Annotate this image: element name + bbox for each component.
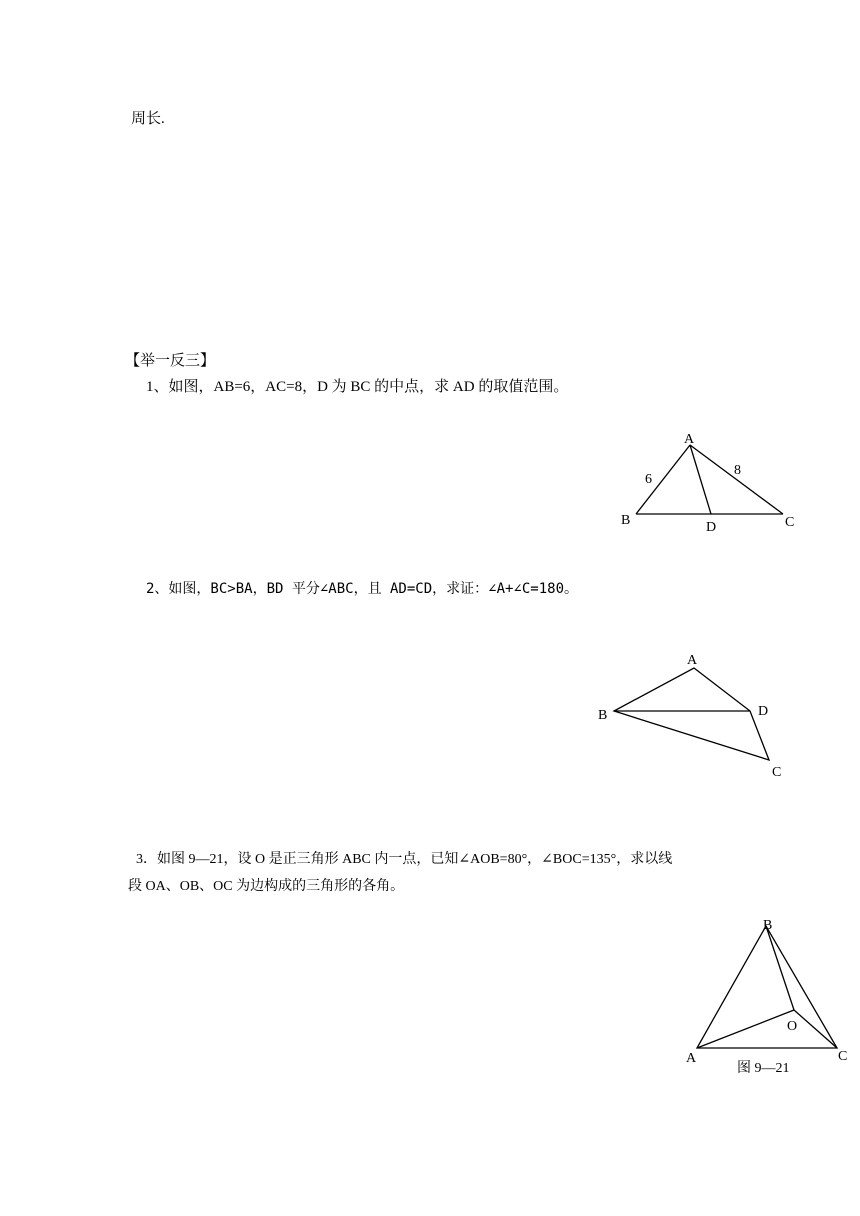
intro-tail-text: 周长.	[131, 111, 165, 127]
p2-label-b: B	[598, 708, 608, 723]
p1-label-c: C	[785, 515, 795, 530]
p2-label-a: A	[687, 653, 698, 668]
p3-label-c: C	[838, 1049, 848, 1064]
p1-side-ab	[636, 445, 690, 514]
p1-label-a: A	[684, 432, 695, 447]
p2-quadrilateral	[614, 668, 769, 760]
p2-label-d: D	[758, 704, 769, 719]
p3-label-o: O	[787, 1019, 798, 1034]
problem-2-text: 2、如图，BC>BA，BD 平分∠ABC，且 AD=CD，求证：∠A+∠C=180。	[146, 581, 579, 597]
p1-median-ad	[690, 445, 711, 514]
p3-figure-caption: 图 9—21	[737, 1061, 790, 1076]
p3-segment-oc	[794, 1010, 837, 1048]
p3-segment-ob	[766, 926, 794, 1010]
section-heading: 【举一反三】	[125, 353, 216, 369]
p3-segment-oa	[697, 1010, 794, 1048]
problem-3-text-line-1: 3．如图 9—21，设 O 是正三角形 ABC 内一点，已知∠AOB=80°，∠BOC=135°，求以线	[136, 852, 673, 867]
problem-1-text: 1、如图，AB=6，AC=8，D 为 BC 的中点，求 AD 的取值范围。	[146, 379, 569, 395]
p1-side-ac	[690, 445, 783, 514]
p1-label-b: B	[621, 513, 631, 528]
problem-3-text-line-2: 段 OA、OB、OC 为边构成的三角形的各角。	[128, 879, 405, 894]
p1-label-ac-length: 8	[734, 463, 741, 478]
p3-label-b: B	[763, 918, 773, 933]
p3-triangle	[697, 926, 837, 1048]
p1-label-ab-length: 6	[645, 472, 652, 487]
p1-label-d: D	[706, 520, 717, 535]
p2-label-c: C	[772, 765, 782, 780]
p3-label-a: A	[686, 1051, 697, 1066]
